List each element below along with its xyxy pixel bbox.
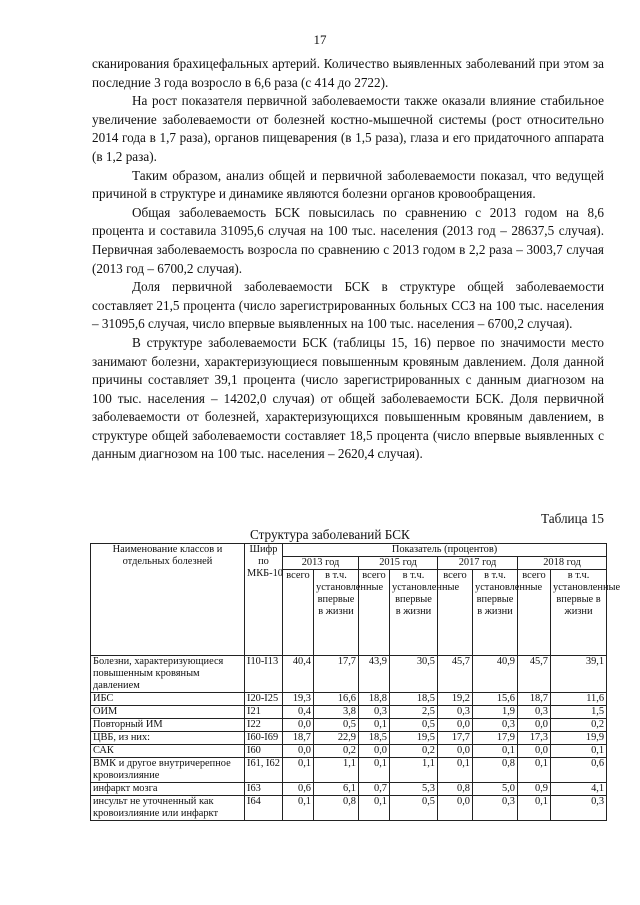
header-year: 2015 год <box>359 557 438 570</box>
table-number-label: Таблица 15 <box>541 511 604 526</box>
total-value-cell: 0,9 <box>518 783 551 796</box>
disease-name-cell: ЦВБ, из них: <box>91 732 245 745</box>
total-value-cell: 18,7 <box>283 732 314 745</box>
total-value-cell: 0,3 <box>359 706 390 719</box>
total-value-cell: 17,7 <box>438 732 473 745</box>
total-value-cell: 45,7 <box>438 656 473 693</box>
disease-name-cell: инфаркт мозга <box>91 783 245 796</box>
page-number: 17 <box>313 32 327 47</box>
header-total: всего <box>438 570 473 656</box>
total-value-cell: 0,1 <box>359 758 390 783</box>
icd-code-cell: I21 <box>245 706 283 719</box>
disease-name-cell: Болезни, характеризующиеся повышенным кровяным давлением <box>91 656 245 693</box>
new-cases-value-cell: 0,2 <box>390 745 438 758</box>
new-cases-value-cell: 0,6 <box>551 758 607 783</box>
total-value-cell: 18,7 <box>518 693 551 706</box>
new-cases-value-cell: 30,5 <box>390 656 438 693</box>
new-cases-value-cell: 0,1 <box>473 745 518 758</box>
total-value-cell: 0,8 <box>438 783 473 796</box>
header-disease-name: Наименование классов и отдельных болезней <box>91 544 245 656</box>
table-row <box>91 758 607 783</box>
paragraph: Общая заболеваемость БСК повысилась по сравнению с 2013 годом на 8,6 процента и составила 31095,6 случая на 100 тыс. населения (2013 год – 28637,5 случая). Первичная заболеваемость возросла по сравнению с 2013 годом в 2,2 раза – 3003,7 случая (2013 год – 6700,2 случая). <box>92 204 604 276</box>
total-value-cell: 0,0 <box>359 745 390 758</box>
icd-code-cell: I10-I13 <box>245 656 283 693</box>
table-header-row <box>91 544 607 557</box>
total-value-cell: 19,3 <box>283 693 314 706</box>
total-value-cell: 0,1 <box>438 758 473 783</box>
table-row <box>91 783 607 796</box>
new-cases-value-cell: 1,9 <box>473 706 518 719</box>
header-indicator: Показатель (процентов) <box>283 544 607 557</box>
new-cases-value-cell: 17,9 <box>473 732 518 745</box>
total-value-cell: 0,7 <box>359 783 390 796</box>
header-new-cases: в т.ч. установленные впервые в жизни <box>551 570 607 656</box>
new-cases-value-cell: 19,9 <box>551 732 607 745</box>
icd-code-cell: I22 <box>245 719 283 732</box>
paragraph: Доля первичной заболеваемости БСК в структуре общей заболеваемости составляет 21,5 процента (число зарегистрированных больных ССЗ на 100 тыс. населения – 31095,6 случая, число впервые выявленных на 100 тыс. населения – 6700,2 случая). <box>92 279 604 332</box>
disease-name-cell: САК <box>91 745 245 758</box>
paragraph: сканирования брахицефальных артерий. Количество выявленных заболеваний при этом за последние 3 года возросло в 6,6 раза (с 414 до 2722). <box>92 56 604 90</box>
total-value-cell: 19,2 <box>438 693 473 706</box>
new-cases-value-cell: 0,1 <box>551 745 607 758</box>
new-cases-value-cell: 0,2 <box>551 719 607 732</box>
table-row <box>91 732 607 745</box>
header-new-cases: в т.ч. установленные впервые в жизни <box>390 570 438 656</box>
table-title: Структура заболеваний БСК <box>250 527 410 542</box>
header-new-cases: в т.ч. установленные впервые в жизни <box>314 570 359 656</box>
new-cases-value-cell: 0,5 <box>390 719 438 732</box>
total-value-cell: 40,4 <box>283 656 314 693</box>
total-value-cell: 45,7 <box>518 656 551 693</box>
paragraph: В структуре заболеваемости БСК (таблицы 15, 16) первое по значимости место занимают болезни, характеризующиеся повышенным кровяным давлением. Доля данной причины составляет 39,1 процента (число зарегистрированных с данным диагнозом на 100 тыс. населения – 14202,0 случая) от общей заболеваемости БСК. Доля первичной заболеваемости от болезней, характеризующихся повышенным кровяным давлением, в структуре общей заболеваемости составляет 18,5 процента (число впервые выявленных с данным диагнозом на 100 тыс. населения – 2620,4 случая). <box>92 334 604 462</box>
header-total: всего <box>359 570 390 656</box>
paragraph: На рост показателя первичной заболеваемости также оказали влияние стабильное увеличение заболеваемости от болезней костно-мышечной системы (рост относительно 2014 года в 1,7 раза), органов пищеварения (в 1,5 раза), глаза и его придаточного аппарата (в 1,2 раза). <box>92 93 604 164</box>
table-row <box>91 796 607 821</box>
total-value-cell: 0,3 <box>518 706 551 719</box>
table-row <box>91 693 607 706</box>
disease-name-cell: ВМК и другое внутричерепное кровоизлияние <box>91 758 245 783</box>
disease-name-cell: ОИМ <box>91 706 245 719</box>
total-value-cell: 0,0 <box>283 719 314 732</box>
new-cases-value-cell: 1,1 <box>314 758 359 783</box>
header-total: всего <box>283 570 314 656</box>
header-new-cases: в т.ч. установленные впервые в жизни <box>473 570 518 656</box>
new-cases-value-cell: 0,3 <box>551 796 607 821</box>
disease-structure-table <box>90 543 621 821</box>
total-value-cell: 0,0 <box>438 745 473 758</box>
new-cases-value-cell: 0,3 <box>473 719 518 732</box>
total-value-cell: 0,1 <box>359 719 390 732</box>
new-cases-value-cell: 0,5 <box>314 719 359 732</box>
new-cases-value-cell: 40,9 <box>473 656 518 693</box>
total-value-cell: 0,0 <box>518 719 551 732</box>
new-cases-value-cell: 4,1 <box>551 783 607 796</box>
icd-code-cell: I60 <box>245 745 283 758</box>
new-cases-value-cell: 0,8 <box>314 796 359 821</box>
total-value-cell: 0,1 <box>518 796 551 821</box>
table-row <box>91 719 607 732</box>
header-year: 2018 год <box>518 557 607 570</box>
total-value-cell: 0,6 <box>283 783 314 796</box>
new-cases-value-cell: 18,5 <box>390 693 438 706</box>
icd-code-cell: I64 <box>245 796 283 821</box>
icd-code-cell: I63 <box>245 783 283 796</box>
body-text <box>92 55 604 464</box>
total-value-cell: 0,1 <box>359 796 390 821</box>
total-value-cell: 43,9 <box>359 656 390 693</box>
disease-name-cell: ИБС <box>91 693 245 706</box>
new-cases-value-cell: 22,9 <box>314 732 359 745</box>
total-value-cell: 0,1 <box>283 796 314 821</box>
table-row <box>91 706 607 719</box>
icd-code-cell: I61, I62 <box>245 758 283 783</box>
new-cases-value-cell: 5,3 <box>390 783 438 796</box>
total-value-cell: 0,0 <box>438 719 473 732</box>
table-row <box>91 745 607 758</box>
total-value-cell: 0,1 <box>283 758 314 783</box>
new-cases-value-cell: 19,5 <box>390 732 438 745</box>
table-body <box>91 656 607 821</box>
new-cases-value-cell: 0,5 <box>390 796 438 821</box>
disease-name-cell: инсульт не уточненный как кровоизлияние или инфаркт <box>91 796 245 821</box>
total-value-cell: 0,1 <box>518 758 551 783</box>
new-cases-value-cell: 15,6 <box>473 693 518 706</box>
new-cases-value-cell: 16,6 <box>314 693 359 706</box>
new-cases-value-cell: 6,1 <box>314 783 359 796</box>
new-cases-value-cell: 0,3 <box>473 796 518 821</box>
total-value-cell: 0,0 <box>283 745 314 758</box>
new-cases-value-cell: 0,2 <box>314 745 359 758</box>
new-cases-value-cell: 1,1 <box>390 758 438 783</box>
header-year: 2013 год <box>283 557 359 570</box>
total-value-cell: 0,0 <box>438 796 473 821</box>
disease-name-cell: Повторный ИМ <box>91 719 245 732</box>
new-cases-value-cell: 0,8 <box>473 758 518 783</box>
header-year: 2017 год <box>438 557 518 570</box>
total-value-cell: 0,3 <box>438 706 473 719</box>
total-value-cell: 18,8 <box>359 693 390 706</box>
total-value-cell: 17,3 <box>518 732 551 745</box>
new-cases-value-cell: 39,1 <box>551 656 607 693</box>
header-icd-code: Шифр по МКБ-10 <box>245 544 283 656</box>
icd-code-cell: I60-I69 <box>245 732 283 745</box>
new-cases-value-cell: 17,7 <box>314 656 359 693</box>
new-cases-value-cell: 5,0 <box>473 783 518 796</box>
new-cases-value-cell: 1,5 <box>551 706 607 719</box>
header-total: всего <box>518 570 551 656</box>
new-cases-value-cell: 3,8 <box>314 706 359 719</box>
new-cases-value-cell: 2,5 <box>390 706 438 719</box>
paragraph: Таким образом, анализ общей и первичной заболеваемости показал, что ведущей причиной в структуре и динамике являются болезни органов кровообращения. <box>92 167 604 202</box>
total-value-cell: 0,0 <box>518 745 551 758</box>
table-row <box>91 656 607 693</box>
new-cases-value-cell: 11,6 <box>551 693 607 706</box>
total-value-cell: 0,4 <box>283 706 314 719</box>
total-value-cell: 18,5 <box>359 732 390 745</box>
icd-code-cell: I20-I25 <box>245 693 283 706</box>
